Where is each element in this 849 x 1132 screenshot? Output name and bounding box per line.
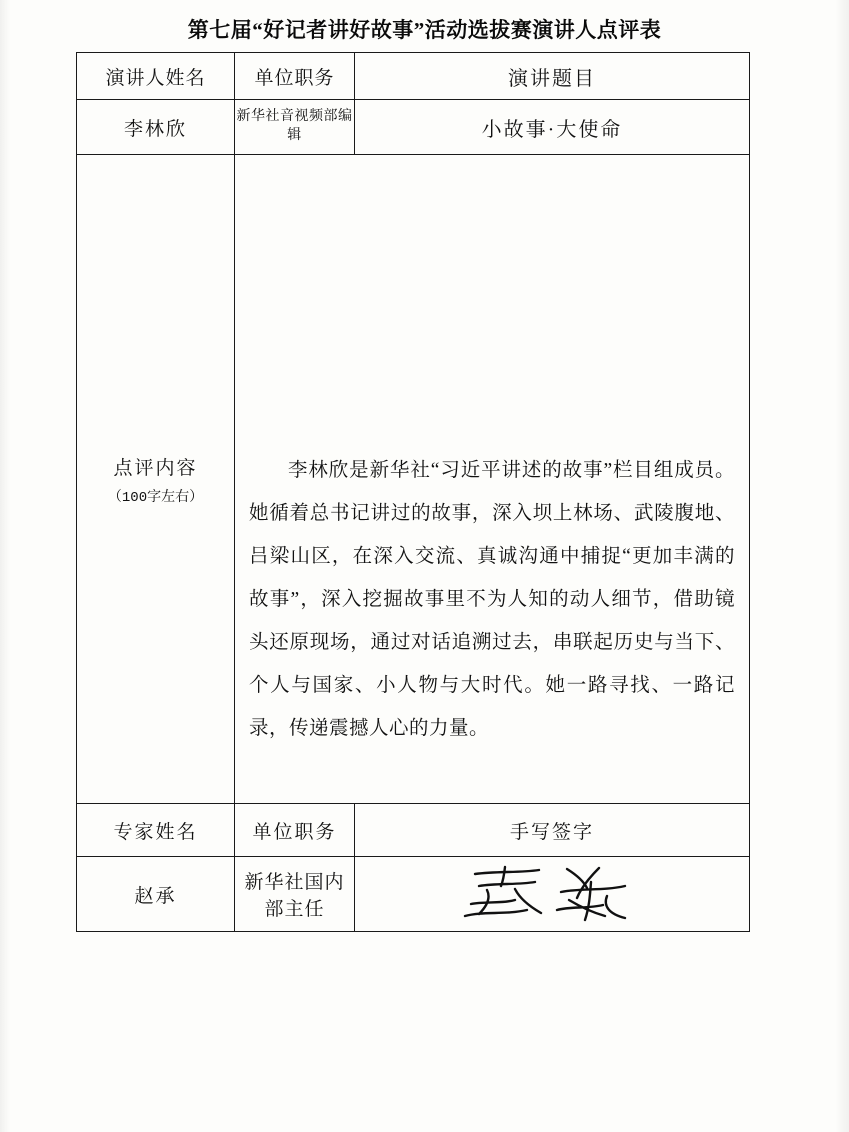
value-expert-unit-position: 新华社国内部主任 xyxy=(235,857,355,932)
page-title: 第七届“好记者讲好故事”活动选拔赛演讲人点评表 xyxy=(187,18,662,42)
value-expert-name: 赵承 xyxy=(77,857,235,932)
table-row-expert-header xyxy=(77,804,750,857)
label-comment-main: 点评内容 xyxy=(113,457,198,479)
value-speech-topic: 小故事·大使命 xyxy=(355,100,750,155)
scan-edge-right xyxy=(835,0,849,1132)
table-row-expert xyxy=(77,857,750,932)
header-speaker-name: 演讲人姓名 xyxy=(77,53,235,100)
value-speaker-name: 李林欣 xyxy=(77,100,235,155)
header-expert-name: 专家姓名 xyxy=(77,804,235,857)
table-row-speaker xyxy=(77,100,750,155)
header-handwritten-signature: 手写签字 xyxy=(355,804,750,857)
label-comment-sub: （100字左右） xyxy=(107,489,204,506)
table-row-header xyxy=(77,53,750,100)
signature-ink xyxy=(457,864,647,926)
evaluation-table xyxy=(76,52,750,932)
value-handwritten-signature xyxy=(355,857,750,932)
header-speech-topic: 演讲题目 xyxy=(355,53,750,100)
comment-body-cell xyxy=(235,155,750,804)
scan-edge-left xyxy=(0,0,10,1132)
table-row-comment xyxy=(77,155,750,804)
header-unit-position: 单位职务 xyxy=(235,53,355,100)
header-expert-unit-position: 单位职务 xyxy=(235,804,355,857)
label-comment xyxy=(77,155,235,804)
comment-text: 李林欣是新华社“习近平讲述的故事”栏目组成员。她循着总书记讲过的故事，深入坝上林场、武陵腹地、吕梁山区，在深入交流、真诚沟通中捕捉“更加丰满的故事”，深入挖掘故事里不为人知的动人细节，借助镜头还原现场，通过对话追溯过去，串联起历史与当下、个人与国家、小人物与大时代。她一路寻找、一路记录，传递震撼人心的力量。 xyxy=(249,459,735,739)
value-unit-position: 新华社音视频部编辑 xyxy=(235,100,355,155)
